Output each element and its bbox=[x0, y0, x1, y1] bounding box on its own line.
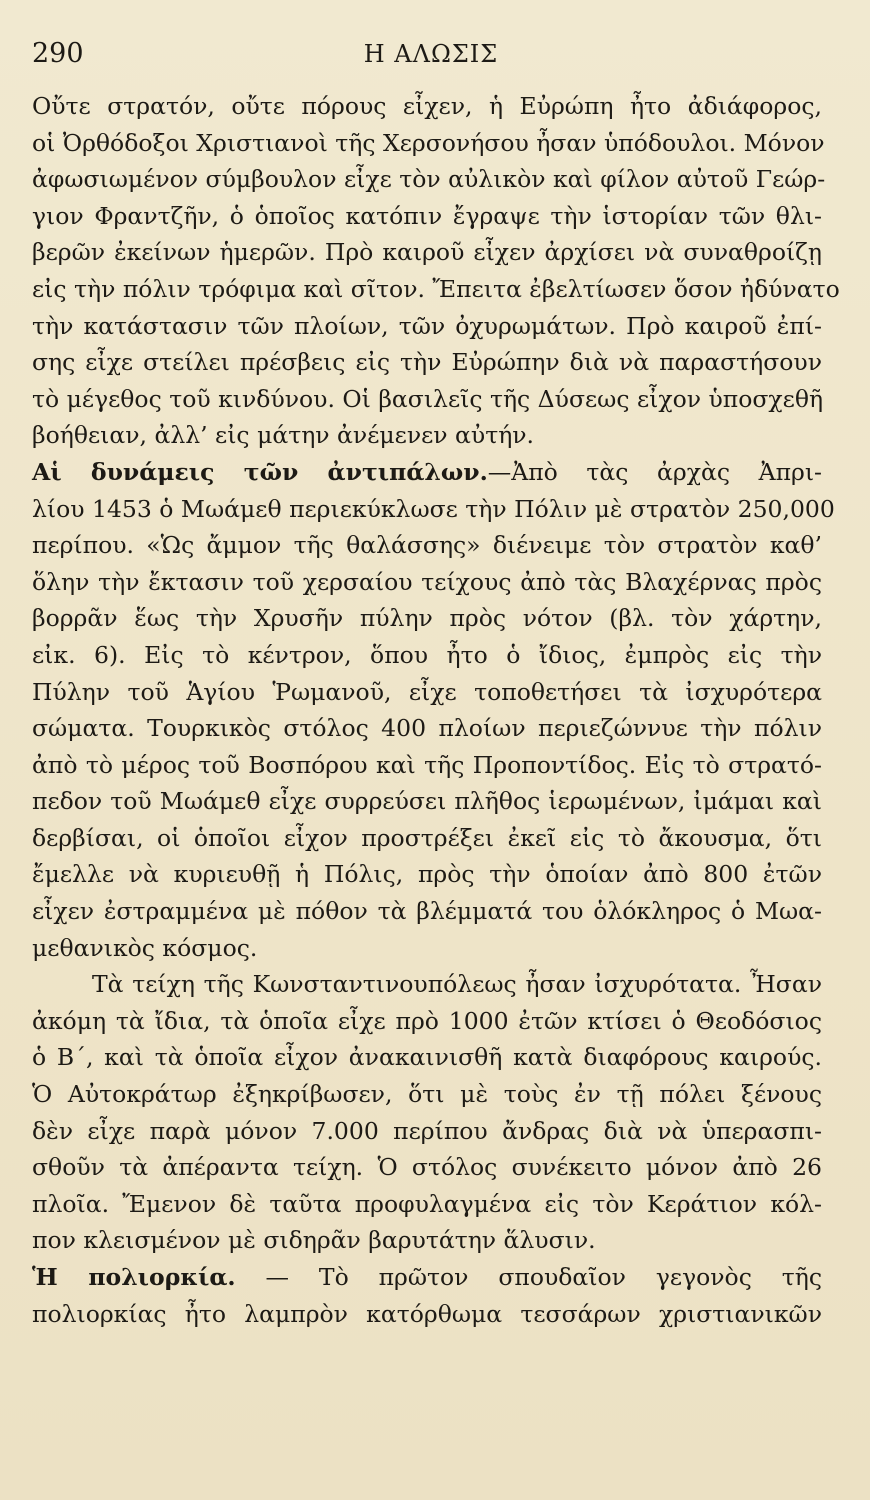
text-line: ἀκόμη τὰ ἴδια, τὰ ὁποῖα εἶχε πρὸ 1000 ἐτῶν κτίσει ὁ Θεοδόσιος bbox=[32, 1006, 822, 1035]
paragraph-4 bbox=[32, 1259, 822, 1332]
text-fragment: — Τὸ πρῶτον σπουδαῖον γεγονὸς τῆς bbox=[235, 1263, 822, 1291]
text-line: σης εἶχε στείλει πρέσβεις εἰς τὴν Εὐρώπην διὰ νὰ παραστήσουν bbox=[32, 348, 822, 377]
text-line: βοήθειαν, ἀλλ’ εἰς μάτην ἀνέμενεν αὐτήν. bbox=[32, 421, 535, 450]
text-line: πον κλεισμένον μὲ σιδηρᾶν βαρυτάτην ἅλυσιν. bbox=[32, 1226, 596, 1255]
text-line: οἱ Ὀρθόδοξοι Χριστιανοὶ τῆς Χερσονήσου ἦσαν ὑπόδουλοι. Μόνον bbox=[32, 128, 825, 157]
text-line: ἀπὸ τὸ μέρος τοῦ Βοσπόρου καὶ τῆς Προποντίδος. Εἰς τὸ στρατό- bbox=[32, 750, 822, 779]
text-line: Πύλην τοῦ Ἁγίου Ῥωμανοῦ, εἶχε τοποθετήσει τὰ ἰσχυρότερα bbox=[32, 677, 822, 706]
text-line: σθοῦν τὰ ἀπέραντα τείχη. Ὁ στόλος συνέκειτο μόνον ἀπὸ 26 bbox=[32, 1153, 822, 1182]
text-line: δὲν εἶχε παρὰ μόνον 7.000 περίπου ἄνδρας διὰ νὰ ὑπερασπι- bbox=[32, 1116, 822, 1145]
text-line: γιον Φραντζῆν, ὁ ὁποῖος κατόπιν ἔγραψε τὴν ἱστορίαν τῶν θλι- bbox=[32, 201, 822, 230]
text-line: σώματα. Τουρκικὸς στόλος 400 πλοίων περιεζώννυε τὴν πόλιν bbox=[32, 714, 822, 743]
page-number: 290 bbox=[32, 38, 84, 69]
text-line: δερβίσαι, οἱ ὁποῖοι εἶχον προστρέξει ἐκεῖ εἰς τὸ ἄκουσμα, ὅτι bbox=[32, 823, 822, 852]
text-line: τὸ μέγεθος τοῦ κινδύνου. Οἱ βασιλεῖς τῆς Δύσεως εἶχον ὑποσχεθῆ bbox=[32, 384, 824, 413]
text-line: Ὁ Αὐτοκράτωρ ἐξηκρίβωσεν, ὅτι μὲ τοὺς ἐν τῇ πόλει ξένους bbox=[32, 1080, 822, 1109]
text-line bbox=[32, 1259, 822, 1296]
text-line: ὁ Β΄, καὶ τὰ ὁποῖα εἶχον ἀνακαινισθῆ κατὰ διαφόρους καιρούς. bbox=[32, 1043, 822, 1072]
text-line: βερῶν ἐκείνων ἡμερῶν. Πρὸ καιροῦ εἶχεν ἀρχίσει νὰ συναθροίζῃ bbox=[32, 238, 822, 267]
text-line: τὴν κατάστασιν τῶν πλοίων, τῶν ὀχυρωμάτων. Πρὸ καιροῦ ἐπί- bbox=[32, 311, 822, 340]
page-body bbox=[32, 88, 840, 1332]
text-line: μεθανικὸς κόσμος. bbox=[32, 933, 258, 962]
paragraph-1 bbox=[32, 88, 840, 454]
running-title: Η ΑΛΩΣΙΣ bbox=[363, 40, 499, 68]
text-line: ἀφωσιωμένον σύμβουλον εἶχε τὸν αὐλικὸν καὶ φίλον αὐτοῦ Γεώρ- bbox=[32, 165, 826, 194]
text-line: Τὰ τείχη τῆς Κωνσταντινουπόλεως ἦσαν ἰσχυρότατα. Ἦσαν bbox=[92, 970, 822, 999]
paragraph-3 bbox=[32, 966, 822, 1259]
text-line: λίου 1453 ὁ Μωάμεθ περιεκύκλωσε τὴν Πόλιν μὲ στρατὸν 250,000 bbox=[32, 494, 835, 523]
text-line: Οὔτε στρατόν, οὔτε πόρους εἶχεν, ἡ Εὐρώπη ἦτο ἀδιάφορος, bbox=[32, 92, 822, 120]
page-header bbox=[32, 38, 830, 78]
text-line: ὅλην τὴν ἔκτασιν τοῦ χερσαίου τείχους ἀπὸ τὰς Βλαχέρνας πρὸς bbox=[32, 567, 822, 596]
text-line: πλοῖα. Ἔμενον δὲ ταῦτα προφυλαγμένα εἰς τὸν Κεράτιον κόλ- bbox=[32, 1189, 822, 1218]
text-line bbox=[32, 454, 822, 491]
text-line: εἰς τὴν πόλιν τρόφιμα καὶ σῖτον. Ἔπειτα ἐβελτίωσεν ὅσον ἠδύνατο bbox=[32, 274, 840, 303]
text-line: πεδον τοῦ Μωάμεθ εἶχε συρρεύσει πλῆθος ἱερωμένων, ἰμάμαι καὶ bbox=[32, 787, 822, 816]
section-heading: Αἱ δυνάμεις τῶν ἀντιπάλων. bbox=[32, 457, 488, 486]
paragraph-2 bbox=[32, 454, 835, 966]
text-line: βορρᾶν ἕως τὴν Χρυσῆν πύλην πρὸς νότον (βλ. τὸν χάρτην, bbox=[32, 604, 822, 633]
text-line: εἶχεν ἐστραμμένα μὲ πόθον τὰ βλέμματά του ὁλόκληρος ὁ Μωα- bbox=[32, 897, 822, 926]
text-line: πολιορκίας ἦτο λαμπρὸν κατόρθωμα τεσσάρων χριστιανικῶν bbox=[32, 1299, 822, 1328]
text-line: ἔμελλε νὰ κυριευθῇ ἡ Πόλις, πρὸς τὴν ὁποίαν ἀπὸ 800 ἐτῶν bbox=[32, 860, 822, 889]
text-line: εἰκ. 6). Εἰς τὸ κέντρον, ὅπου ἦτο ὁ ἴδιος, ἐμπρὸς εἰς τὴν bbox=[32, 640, 822, 669]
text-fragment: —Ἀπὸ τὰς ἀρχὰς Ἀπρι- bbox=[487, 457, 822, 486]
section-heading: Ἡ πολιορκία. bbox=[32, 1263, 236, 1291]
text-line: περίπου. «Ὡς ἄμμον τῆς θαλάσσης» διένειμε τὸν στρατὸν καθ’ bbox=[32, 531, 822, 560]
